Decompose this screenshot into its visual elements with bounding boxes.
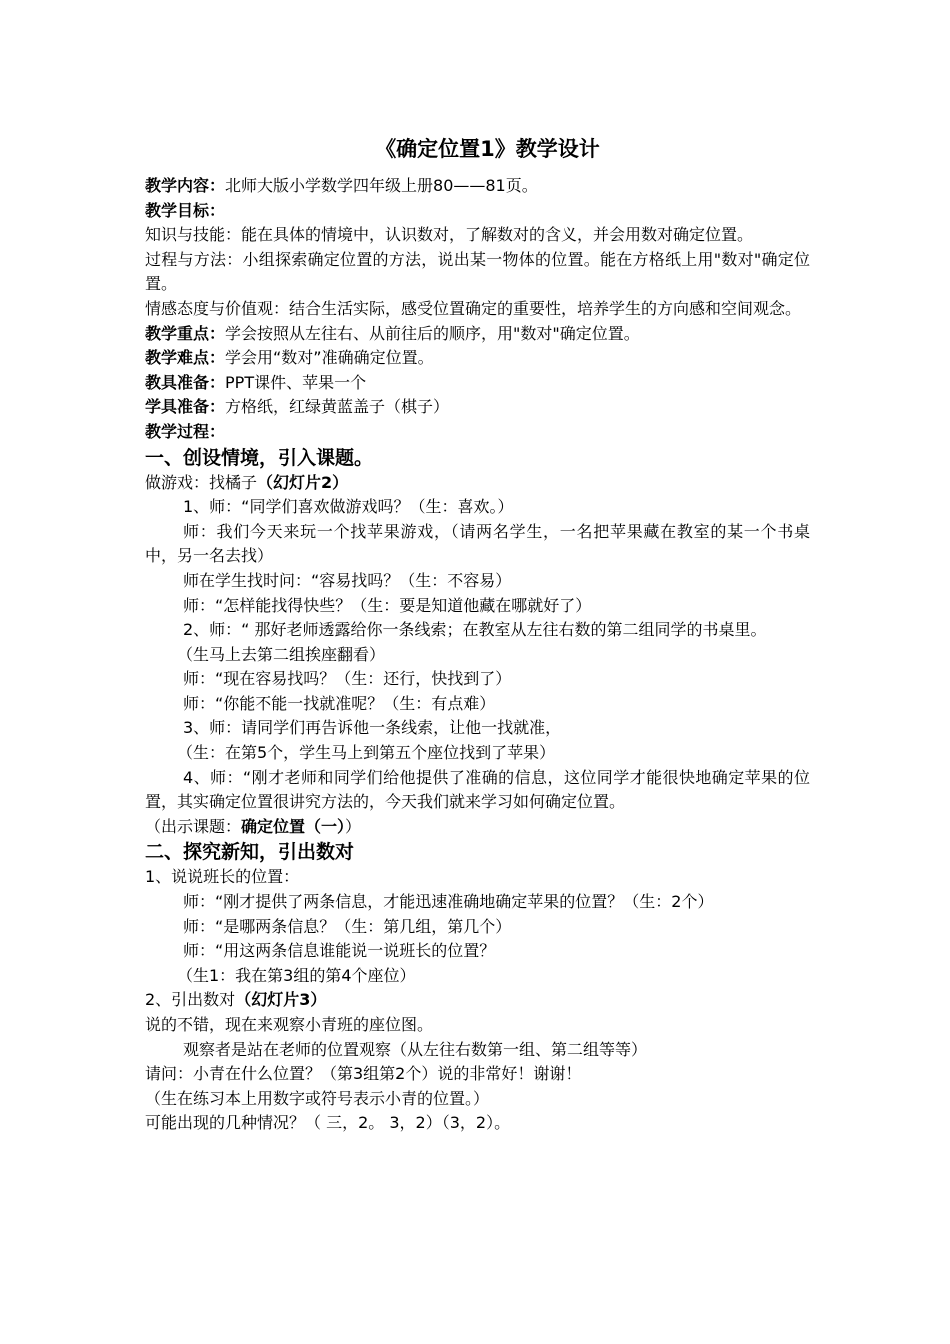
section1-closing xyxy=(145,815,810,840)
closing-pre: （出示课题： xyxy=(145,816,242,836)
info-line-difficulty xyxy=(145,346,810,371)
body-paragraph: （生在练习本上用数字或符号表示小青的位置。） xyxy=(145,1088,490,1108)
info-line-student-aids xyxy=(145,395,810,420)
goal-knowledge: 知识与技能：能在具体的情境中，认识数对，了解数对的含义，并会用数对确定位置。 xyxy=(145,225,754,245)
info-label: 教学难点： xyxy=(145,348,226,368)
info-line-teaching-aids xyxy=(145,371,810,396)
section2-sub1: 1、说说班长的位置： xyxy=(145,867,300,887)
info-label: 教学目标： xyxy=(145,200,226,220)
sub2-text: 2、引出数对 xyxy=(145,990,236,1010)
dialogue-paragraph: 师：“刚才提供了两条信息，才能迅速准确地确定苹果的位置？（生：2个） xyxy=(183,892,714,912)
intro-text: 做游戏：找橘子 xyxy=(145,472,258,492)
info-text: 方格纸，红绿黄蓝盖子（棋子） xyxy=(225,397,450,417)
info-text: 学会按照从左往右、从前往后的顺序，用"数对"确定位置。 xyxy=(225,323,640,343)
dialogue-paragraph: 师在学生找时问：“容易找吗？（生：不容易） xyxy=(183,570,512,590)
body-paragraph: 可能出现的几种情况？（ 三，2。 3，2）（3，2）。 xyxy=(145,1113,511,1133)
goal-emotion: 情感态度与价值观：结合生活实际，感受位置确定的重要性，培养学生的方向感和空间观念。 xyxy=(145,298,802,318)
body-paragraph: 观察者是站在老师的位置观察（从左往右数第一组、第二组等等） xyxy=(183,1039,648,1059)
section-heading-2: 二、探究新知，引出数对 xyxy=(145,841,355,864)
info-label: 学具准备： xyxy=(145,397,226,417)
dialogue-paragraph: 3、师：请同学们再告诉他一条线索，让他一找就准， xyxy=(183,718,562,738)
section-heading-1: 一、创设情境，引入课题。 xyxy=(145,446,374,469)
dialogue-paragraph: 师：“怎样能找得快些？（生：要是知道他藏在哪就好了） xyxy=(183,595,592,615)
info-label: 教学过程： xyxy=(145,421,226,441)
body-paragraph: 说的不错，现在来观察小青班的座位图。 xyxy=(145,1015,434,1034)
info-line-keypoint xyxy=(145,322,810,347)
dialogue-paragraph: 2、师：“ 那好老师透露给你一条线索；在教室从左往右数的第二组同学的书桌里。 xyxy=(183,620,767,640)
closing-topic: 确定位置（一） xyxy=(241,816,346,836)
section2-sub2 xyxy=(145,988,810,1013)
dialogue-paragraph: 4、师：“刚才老师和同学们给他提供了准确的信息，这位同学才能很快地确定苹果的位置，其实确定位置很讲究方法的，今天我们就来学习如何确定位置。 xyxy=(145,767,810,812)
dialogue-paragraph: 师：“用这两条信息谁能说一说班长的位置？ xyxy=(183,941,496,961)
info-label: 教学内容： xyxy=(145,176,226,195)
goal-process: 过程与方法：小组探索确定位置的方法，说出某一物体的位置。能在方格纸上用"数对"确定位置。 xyxy=(145,249,810,294)
info-line-process xyxy=(145,420,810,445)
dialogue-paragraph: 师：“现在容易找吗？（生：还行，快找到了） xyxy=(183,669,512,689)
document-page xyxy=(145,134,810,1136)
dialogue-paragraph: 师：“是哪两条信息？（生：第几组，第几个） xyxy=(183,916,512,936)
intro-slide-ref: （幻灯片2） xyxy=(257,472,349,492)
section1-intro xyxy=(145,471,810,496)
info-line-goals xyxy=(145,199,810,224)
info-line-content xyxy=(145,174,810,199)
info-text: PPT课件、苹果一个 xyxy=(225,372,367,392)
info-text: 北师大版小学数学四年级上册80——81页。 xyxy=(225,176,538,195)
dialogue-paragraph: （生：在第5个，学生马上到第五个座位找到了苹果） xyxy=(177,743,556,763)
info-label: 教具准备： xyxy=(145,372,226,392)
dialogue-paragraph: （生马上去第二组挨座翻看） xyxy=(177,644,386,664)
info-label: 教学重点： xyxy=(145,323,226,343)
closing-post: ） xyxy=(345,816,362,836)
dialogue-paragraph: 师：我们今天来玩一个找苹果游戏，（请两名学生，一名把苹果藏在教室的某一个书桌中，另一名去找） xyxy=(145,521,810,566)
dialogue-paragraph: （生1：我在第3组的第4个座位） xyxy=(177,965,416,985)
dialogue-paragraph: 1、师：“同学们喜欢做游戏吗？（生：喜欢。） xyxy=(183,497,514,517)
dialogue-paragraph: 师：“你能不能一找就准呢？（生：有点难） xyxy=(183,693,496,713)
info-text: 学会用“数对”准确确定位置。 xyxy=(225,348,434,368)
sub2-slide-ref: （幻灯片3） xyxy=(235,990,327,1010)
body-paragraph: 请问：小青在什么位置？（第3组第2个）说的非常好！谢谢！ xyxy=(145,1064,582,1084)
document-title: 《确定位置1》教学设计 xyxy=(375,137,600,161)
